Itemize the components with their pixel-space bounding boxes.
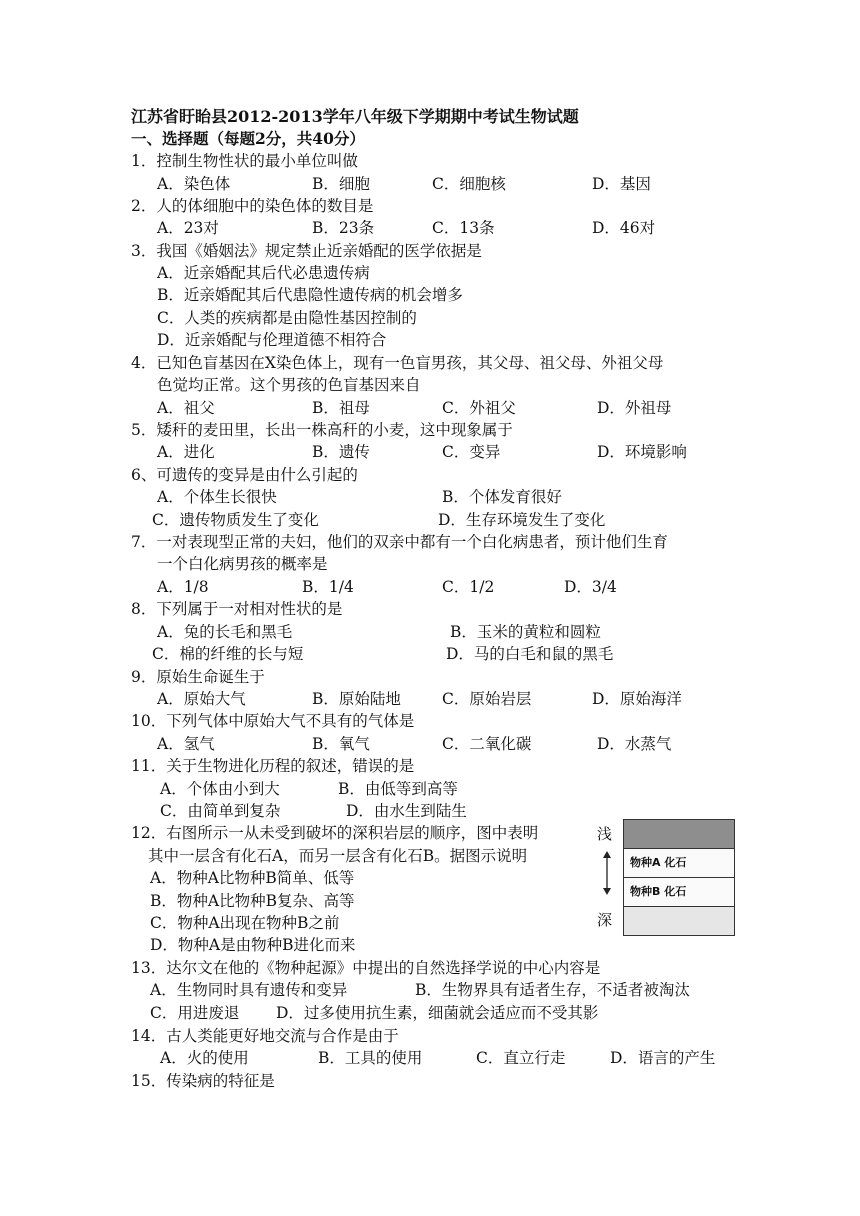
- option-a: A．进化: [157, 443, 215, 461]
- question-3-option-d: D．近亲婚配与伦理道德不相符合: [157, 331, 387, 349]
- question-7-stem: 7．一对表现型正常的夫妇，他们的双亲中都有一个白化病患者，预计他们生育: [131, 533, 668, 551]
- option-c: C．由简单到复杂: [160, 802, 281, 820]
- question-4-stem: 4．已知色盲基因在X染色体上，现有一色盲男孩，其父母、祖父母、外祖父母: [131, 354, 664, 372]
- question-5-stem: 5．矮秆的麦田里，长出一株高秆的小麦，这中现象属于: [131, 421, 513, 439]
- option-c: C．用进废退: [150, 1004, 240, 1022]
- option-c: C．变异: [442, 443, 501, 461]
- question-12-option-b: B．物种A比物种B复杂、高等: [150, 892, 355, 910]
- question-12-stem-cont: 其中一层含有化石A，而另一层含有化石B。据图示说明: [148, 847, 528, 865]
- question-3-stem: 3．我国《婚姻法》规定禁止近亲婚配的医学依据是: [131, 242, 482, 260]
- question-8-stem: 8．下列属于一对相对性状的是: [131, 600, 343, 618]
- question-12-option-d: D．物种A是由物种B进化而来: [150, 936, 356, 954]
- question-3-option-b: B．近亲婚配其后代患隐性遗传病的机会增多: [157, 286, 463, 304]
- option-a: A．1/8: [157, 578, 209, 596]
- option-b: B．由低等到高等: [338, 780, 458, 798]
- option-c: C．二氧化碳: [442, 735, 532, 753]
- option-b: B．祖母: [312, 399, 370, 417]
- option-b: B．细胞: [312, 175, 370, 193]
- up-down-arrow-icon: [602, 851, 612, 895]
- shallow-label: 浅: [597, 825, 613, 843]
- option-c: C．直立行走: [476, 1049, 566, 1067]
- option-a: A．氢气: [157, 735, 215, 753]
- option-c: C．13条: [432, 219, 495, 237]
- option-d: D．过多使用抗生素，细菌就会适应而不受其影: [276, 1004, 599, 1022]
- option-b: B．生物界具有适者生存，不适者被淘汰: [415, 981, 690, 999]
- question-2-stem: 2．人的体细胞中的染色体的数目是: [131, 197, 374, 215]
- option-c: C．棉的纤维的长与短: [152, 645, 304, 663]
- question-12-option-a: A．物种A比物种B简单、低等: [150, 869, 355, 887]
- question-1-stem: 1．控制生物性状的最小单位叫做: [131, 152, 358, 170]
- deep-label: 深: [597, 911, 613, 929]
- question-12-stem: 12．右图所示一从未受到破坏的深积岩层的顺序，图中表明: [131, 824, 539, 842]
- option-b: B．工具的使用: [318, 1049, 423, 1067]
- option-a: A．兔的长毛和黑毛: [157, 623, 293, 641]
- option-c: C．细胞核: [432, 175, 506, 193]
- question-4-stem-cont: 色觉均正常。这个男孩的色盲基因来自: [157, 376, 421, 394]
- question-3-option-a: A．近亲婚配其后代必患遗传病: [157, 264, 370, 282]
- option-a: A．生物同时具有遗传和变异: [150, 981, 348, 999]
- strata-figure: [597, 817, 742, 937]
- option-b: B．23条: [312, 219, 375, 237]
- question-11-stem: 11．关于生物进化历程的叙述，错误的是: [131, 757, 415, 775]
- option-b: B．个体发育很好: [442, 488, 562, 506]
- document-title: 江苏省盱眙县2012-2013学年八年级下学期期中考试生物试题: [131, 107, 579, 126]
- option-b: B．玉米的黄粒和圆粒: [450, 623, 601, 641]
- option-b: B．遗传: [312, 443, 370, 461]
- option-d: D．由水生到陆生: [346, 802, 467, 820]
- option-b: B．原始陆地: [312, 690, 401, 708]
- question-9-stem: 9．原始生命诞生于: [131, 668, 265, 686]
- option-a: A．原始大气: [157, 690, 246, 708]
- option-a: A．个体生长很快: [157, 488, 277, 506]
- top-rock-layer: [623, 819, 735, 849]
- question-13-stem: 13．达尔文在他的《物种起源》中提出的自然选择学说的中心内容是: [131, 959, 601, 977]
- option-d: D．基因: [592, 175, 651, 193]
- option-c: C．原始岩层: [442, 690, 532, 708]
- option-d: D．环境影响: [597, 443, 687, 461]
- option-d: D．外祖母: [597, 399, 672, 417]
- option-a: A．祖父: [157, 399, 215, 417]
- bottom-rock-layer: [623, 906, 735, 936]
- option-d: D．原始海洋: [592, 690, 682, 708]
- section-heading: 一、选择题（每题2分，共40分）: [131, 129, 365, 148]
- layer-species-b: 物种B 化石: [623, 877, 735, 907]
- option-c: C．外祖父: [442, 399, 516, 417]
- option-d: D．生存环境发生了变化: [438, 511, 606, 529]
- question-15-stem: 15．传染病的特征是: [131, 1072, 275, 1090]
- option-d: D．水蒸气: [597, 735, 672, 753]
- option-b: B．1/4: [302, 578, 354, 596]
- option-b: B．氧气: [312, 735, 370, 753]
- option-d: D．46对: [592, 219, 656, 237]
- option-a: A．火的使用: [160, 1049, 249, 1067]
- question-14-stem: 14．古人类能更好地交流与合作是由于: [131, 1027, 399, 1045]
- layer-species-a: 物种A 化石: [623, 848, 735, 878]
- question-6-stem: 6、可遗传的变异是由什么引起的: [131, 466, 358, 484]
- option-d: D．3/4: [564, 578, 617, 596]
- option-a: A．23对: [157, 219, 219, 237]
- option-d: D．马的白毛和鼠的黑毛: [446, 645, 614, 663]
- question-12-option-c: C．物种A出现在物种B之前: [150, 914, 340, 932]
- question-7-stem-cont: 一个白化病男孩的概率是: [157, 555, 328, 573]
- option-d: D．语言的产生: [610, 1049, 716, 1067]
- option-c: C．1/2: [442, 578, 495, 596]
- question-10-stem: 10．下列气体中原始大气不具有的气体是: [131, 712, 415, 730]
- option-c: C．遗传物质发生了变化: [152, 511, 319, 529]
- question-3-option-c: C．人类的疾病都是由隐性基因控制的: [157, 309, 417, 327]
- option-a: A．染色体: [157, 175, 231, 193]
- option-a: A．个体由小到大: [160, 780, 280, 798]
